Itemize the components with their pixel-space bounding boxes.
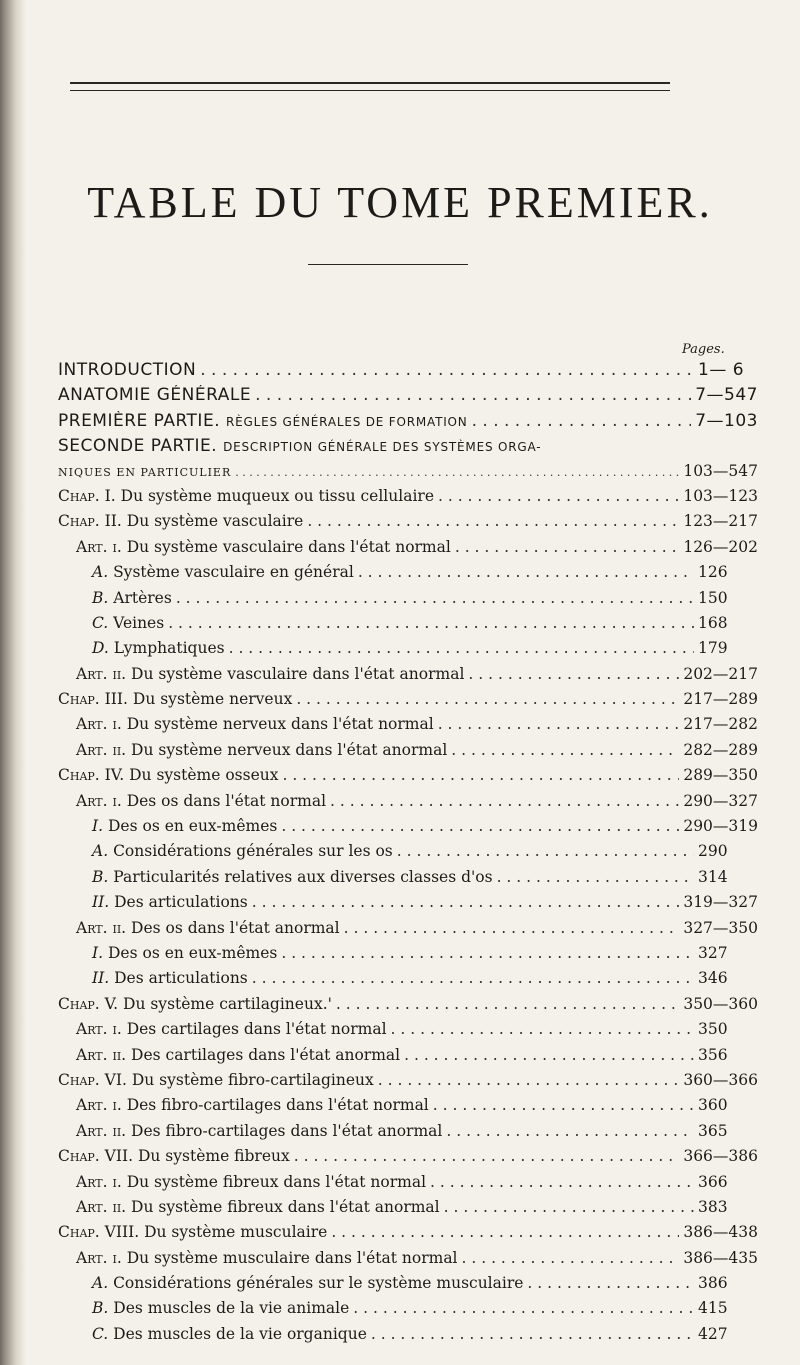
top-rule — [70, 82, 670, 84]
toc-entry-pages: 126—202 — [683, 537, 758, 556]
toc-entry-pages: 1— 6 — [698, 360, 745, 380]
toc-entry-label — [92, 1325, 367, 1343]
leader-dots — [281, 817, 679, 835]
leader-dots — [462, 1249, 680, 1267]
pages-column-header: Pages. — [682, 342, 725, 357]
toc-entry-number: Art. ii. — [76, 918, 127, 937]
toc-entry-title: Du système vasculaire dans l'état normal — [126, 537, 451, 556]
toc-entry — [58, 842, 758, 867]
toc-entry-label — [58, 1147, 290, 1165]
toc-entry-number: Art. ii. — [76, 1045, 127, 1064]
leader-dots — [397, 842, 694, 860]
toc-entry-title: Des articulations — [114, 893, 248, 912]
leader-dots — [378, 1071, 680, 1089]
toc-entry-pages: 319—327 — [683, 893, 758, 912]
toc-entry-number: Chap. VI. — [58, 1070, 127, 1089]
leader-dots — [235, 466, 679, 479]
toc-entry-pages: 217—289 — [683, 690, 758, 709]
toc-entry-label — [76, 1122, 442, 1140]
toc-entry-number: Chap. III. — [58, 690, 128, 709]
toc-entry-title: Des articulations — [114, 969, 248, 988]
toc-entry-label: NIQUES EN PARTICULIER — [58, 465, 232, 479]
leader-dots — [252, 893, 680, 911]
toc-entry — [58, 1096, 758, 1121]
leader-dots — [444, 1198, 694, 1216]
toc-entry-title: Du système muqueux ou tissu cellulaire — [120, 486, 434, 505]
toc-entry-number: Chap. I. — [58, 486, 116, 505]
toc-entry-label — [76, 1020, 387, 1038]
table-of-contents — [58, 360, 758, 1350]
toc-entry — [58, 436, 758, 461]
toc-entry — [58, 1046, 758, 1071]
toc-entry-pages: 366—386 — [683, 1147, 758, 1166]
toc-entry-pages: 290 — [698, 842, 728, 861]
toc-entry-number: A. — [92, 842, 109, 861]
leader-dots — [281, 944, 694, 962]
toc-entry — [58, 1299, 758, 1324]
toc-entry-label — [76, 1198, 440, 1216]
toc-entry-pages: 360—366 — [683, 1070, 758, 1089]
toc-entry-pages: 123—217 — [683, 512, 758, 531]
part-title: SECONDE PARTIE. — [58, 436, 218, 457]
toc-entry — [58, 766, 758, 791]
toc-entry-label — [58, 436, 541, 456]
toc-entry — [58, 563, 758, 588]
toc-entry-pages: 360 — [698, 1096, 728, 1115]
part-subtitle: RÈGLES GÉNÉRALES DE FORMATION — [226, 414, 468, 429]
toc-entry-label — [76, 792, 326, 810]
leader-dots — [391, 1020, 694, 1038]
toc-entry-title: Du système fibro-cartilagineux — [131, 1070, 374, 1089]
toc-entry — [58, 487, 758, 512]
leader-dots — [430, 1173, 694, 1191]
toc-entry-number: B. — [92, 588, 109, 607]
toc-entry-number: I. — [92, 817, 104, 836]
leader-dots — [358, 563, 694, 581]
leader-dots — [451, 741, 679, 759]
toc-entry-pages: 7—547 — [695, 385, 758, 406]
toc-entry-title: Du système nerveux dans l'état anormal — [131, 740, 448, 759]
toc-entry — [58, 1071, 758, 1096]
toc-entry-title: Du système fibreux dans l'état anormal — [131, 1197, 440, 1216]
toc-entry-label — [92, 1299, 349, 1317]
toc-entry-number: Chap. V. — [58, 994, 119, 1013]
toc-entry-number: I. — [92, 943, 104, 962]
toc-entry-title: Des cartilages dans l'état normal — [126, 1020, 387, 1039]
toc-entry-pages: 386—435 — [683, 1248, 758, 1267]
leader-dots — [176, 589, 694, 607]
toc-entry-pages: 350—360 — [683, 994, 758, 1013]
toc-entry-label — [92, 868, 493, 886]
toc-entry-title: Des muscles de la vie organique — [113, 1324, 367, 1343]
toc-entry-number: Art. i. — [76, 1172, 122, 1191]
toc-entry-number: A. — [92, 1274, 109, 1293]
toc-entry-pages: 386—438 — [683, 1223, 758, 1242]
toc-entry — [58, 1020, 758, 1045]
toc-entry — [58, 1249, 758, 1274]
toc-entry-pages: 103—123 — [683, 486, 758, 505]
toc-entry-label — [58, 690, 292, 708]
leader-dots — [255, 385, 691, 405]
toc-entry-label — [58, 411, 468, 431]
toc-entry-label — [92, 1274, 523, 1292]
toc-entry — [58, 715, 758, 740]
toc-entry-label — [76, 919, 340, 937]
toc-entry-label — [92, 614, 164, 632]
toc-entry-title: Des muscles de la vie animale — [113, 1299, 350, 1318]
toc-entry — [58, 1274, 758, 1299]
toc-entry-pages: 356 — [698, 1045, 728, 1064]
toc-entry-label — [76, 1249, 458, 1267]
leader-dots — [336, 995, 679, 1013]
toc-entry-pages: 202—217 — [683, 664, 758, 683]
toc-entry-number: Art. ii. — [76, 664, 127, 683]
toc-entry-title: Des os en eux-mêmes — [108, 817, 278, 836]
toc-entry-pages: 103—547 — [683, 461, 758, 480]
toc-entry-title: Veines — [113, 613, 165, 632]
toc-entry-number: Art. ii. — [76, 1121, 127, 1140]
toc-entry-pages: 179 — [698, 639, 728, 658]
part-title: PREMIÈRE PARTIE. — [58, 410, 221, 431]
leader-dots — [472, 411, 692, 431]
leader-dots — [294, 1147, 680, 1165]
toc-entry — [58, 1122, 758, 1147]
toc-entry-pages: 327—350 — [683, 918, 758, 937]
toc-entry-number: Art. i. — [76, 791, 122, 810]
toc-entry-label — [92, 563, 354, 581]
leader-dots — [307, 512, 679, 530]
leader-dots — [282, 766, 679, 784]
toc-entry-label — [92, 944, 277, 962]
toc-entry-title: Des cartilages dans l'état anormal — [131, 1045, 401, 1064]
toc-entry-number: Chap. VII. — [58, 1147, 134, 1166]
toc-entry-number: B. — [92, 1299, 109, 1318]
page-title: TABLE DU TOME PREMIER. — [87, 178, 713, 228]
toc-entry-label — [92, 969, 248, 987]
toc-entry — [58, 1198, 758, 1223]
toc-entry-pages: 350 — [698, 1020, 728, 1039]
leader-dots — [168, 614, 694, 632]
toc-entry-title: Du système cartilagineux.' — [123, 994, 332, 1013]
toc-entry-number: C. — [92, 1324, 109, 1343]
leader-dots — [296, 690, 679, 708]
toc-entry — [58, 538, 758, 563]
toc-entry-number: Chap. VIII. — [58, 1223, 140, 1242]
toc-entry — [58, 741, 758, 766]
leader-dots — [404, 1046, 694, 1064]
toc-entry — [58, 665, 758, 690]
toc-entry-label — [76, 1173, 426, 1191]
toc-entry — [58, 1325, 758, 1350]
leader-dots — [200, 360, 694, 380]
toc-entry-label — [58, 512, 303, 530]
toc-entry-label — [92, 893, 248, 911]
toc-entry-pages: 427 — [698, 1324, 728, 1343]
leader-dots — [438, 487, 679, 505]
toc-entry-pages: 365 — [698, 1121, 728, 1140]
toc-entry-title: Du système nerveux dans l'état normal — [126, 715, 434, 734]
leader-dots — [330, 792, 679, 810]
toc-entry — [58, 969, 758, 994]
toc-entry-pages: 282—289 — [683, 740, 758, 759]
leader-dots — [527, 1274, 694, 1292]
toc-entry-label — [76, 741, 447, 759]
toc-entry-pages: 290—327 — [683, 791, 758, 810]
toc-entry-title: Lymphatiques — [113, 639, 225, 658]
toc-entry-number: Art. ii. — [76, 1197, 127, 1216]
toc-entry-pages: 415 — [698, 1299, 728, 1318]
top-rule-thin — [70, 90, 670, 91]
toc-entry-title: Particularités relatives aux diverses classes d'os — [113, 867, 493, 886]
toc-entry — [58, 411, 758, 436]
toc-entry-label — [76, 665, 464, 683]
leader-dots — [353, 1299, 694, 1317]
toc-entry-label — [76, 538, 451, 556]
toc-entry-pages: 346 — [698, 969, 728, 988]
toc-entry-pages: 290—319 — [683, 817, 758, 836]
toc-entry-title: Du système nerveux — [132, 690, 293, 709]
toc-entry-pages: 150 — [698, 588, 728, 607]
toc-entry-title: Du système fibreux — [137, 1147, 290, 1166]
toc-entry — [58, 817, 758, 842]
toc-entry-label: ANATOMIE GÉNÉRALE — [58, 385, 252, 406]
leader-dots — [497, 868, 694, 886]
toc-entry-number: A. — [92, 563, 109, 582]
toc-entry-pages: 366 — [698, 1172, 728, 1191]
leader-dots — [331, 1223, 679, 1241]
toc-entry-title: Système vasculaire en général — [113, 563, 354, 582]
leader-dots — [433, 1096, 694, 1114]
toc-entry — [58, 868, 758, 893]
toc-entry — [58, 1147, 758, 1172]
toc-chapter-entries — [58, 487, 758, 1350]
toc-entry — [58, 690, 758, 715]
leader-dots — [446, 1122, 694, 1140]
toc-entry-number: Art. ii. — [76, 740, 127, 759]
toc-entry-number: B. — [92, 867, 109, 886]
toc-entry-number: Art. i. — [76, 537, 122, 556]
toc-entry-number: C. — [92, 613, 109, 632]
toc-entry-label — [58, 1071, 374, 1089]
toc-entry-title: Du système musculaire — [144, 1223, 328, 1242]
toc-entry — [58, 792, 758, 817]
toc-entry — [58, 462, 758, 487]
toc-entry — [58, 589, 758, 614]
toc-entry — [58, 614, 758, 639]
toc-entry-label — [92, 589, 172, 607]
toc-entry-title: Des os en eux-mêmes — [108, 943, 278, 962]
toc-entry-number: Art. i. — [76, 1248, 122, 1267]
leader-dots — [252, 969, 694, 987]
toc-entry-pages: 386 — [698, 1274, 728, 1293]
toc-entry-number: Art. i. — [76, 1020, 122, 1039]
toc-entry — [58, 893, 758, 918]
toc-entry — [58, 995, 758, 1020]
toc-entry-pages: 217—282 — [683, 715, 758, 734]
leader-dots — [455, 538, 679, 556]
toc-entry-pages: 314 — [698, 867, 728, 886]
toc-entry — [58, 360, 758, 385]
toc-entry-pages: 383 — [698, 1197, 728, 1216]
toc-entry — [58, 1173, 758, 1198]
toc-entry-title: Du système osseux — [129, 766, 279, 785]
toc-entry-title: Des fibro-cartilages dans l'état normal — [126, 1096, 429, 1115]
toc-entry-label — [58, 1223, 327, 1241]
toc-entry-title: Du système vasculaire — [126, 512, 304, 531]
toc-entry-label — [92, 842, 393, 860]
toc-entry-title: Des os dans l'état normal — [126, 791, 327, 810]
toc-entry — [58, 944, 758, 969]
toc-entry — [58, 512, 758, 537]
part-subtitle: DESCRIPTION GÉNÉRALE DES SYSTÈMES ORGA- — [223, 440, 542, 455]
toc-entry-pages: 7—103 — [695, 410, 758, 431]
toc-entry-label — [92, 817, 277, 835]
toc-entry-label — [76, 1096, 429, 1114]
toc-entry-title: Du système fibreux dans l'état normal — [126, 1172, 427, 1191]
toc-entry-title: Des fibro-cartilages dans l'état anormal — [131, 1121, 443, 1140]
toc-entry-number: Art. i. — [76, 715, 122, 734]
toc-entry-label — [58, 487, 434, 505]
toc-entry-number: Chap. II. — [58, 512, 122, 531]
toc-entry-label — [58, 995, 332, 1013]
toc-entry-number: Art. i. — [76, 1096, 122, 1115]
leader-dots — [229, 639, 694, 657]
toc-entry-number: II. — [92, 969, 110, 988]
toc-entry-label: INTRODUCTION — [58, 360, 197, 380]
toc-entry-title: Des os dans l'état anormal — [131, 918, 340, 937]
toc-entry-number: D. — [92, 639, 109, 658]
toc-entry — [58, 385, 758, 410]
toc-entry-pages: 327 — [698, 943, 728, 962]
toc-entry-pages: 126 — [698, 563, 728, 582]
leader-dots — [438, 715, 680, 733]
toc-entry-label — [76, 715, 434, 733]
leader-dots — [344, 919, 680, 937]
toc-entry-label — [92, 639, 225, 657]
toc-entry-pages: 168 — [698, 613, 728, 632]
toc-entry-title: Du système musculaire dans l'état normal — [126, 1248, 458, 1267]
leader-dots — [371, 1325, 694, 1343]
toc-entry-label — [58, 766, 278, 784]
toc-entry-title: Considérations générales sur les os — [113, 842, 393, 861]
toc-entry-label — [76, 1046, 400, 1064]
toc-entry-title: Du système vasculaire dans l'état anormal — [131, 664, 465, 683]
toc-entry — [58, 639, 758, 664]
title-rule — [308, 264, 468, 265]
leader-dots — [468, 665, 679, 683]
toc-entry-pages: 289—350 — [683, 766, 758, 785]
toc-entry-number: Chap. IV. — [58, 766, 125, 785]
toc-entry — [58, 919, 758, 944]
toc-entry-number: II. — [92, 893, 110, 912]
toc-entry-title: Considérations générales sur le système musculaire — [113, 1274, 524, 1293]
toc-entry — [58, 1223, 758, 1248]
toc-entry-title: Artères — [113, 588, 172, 607]
